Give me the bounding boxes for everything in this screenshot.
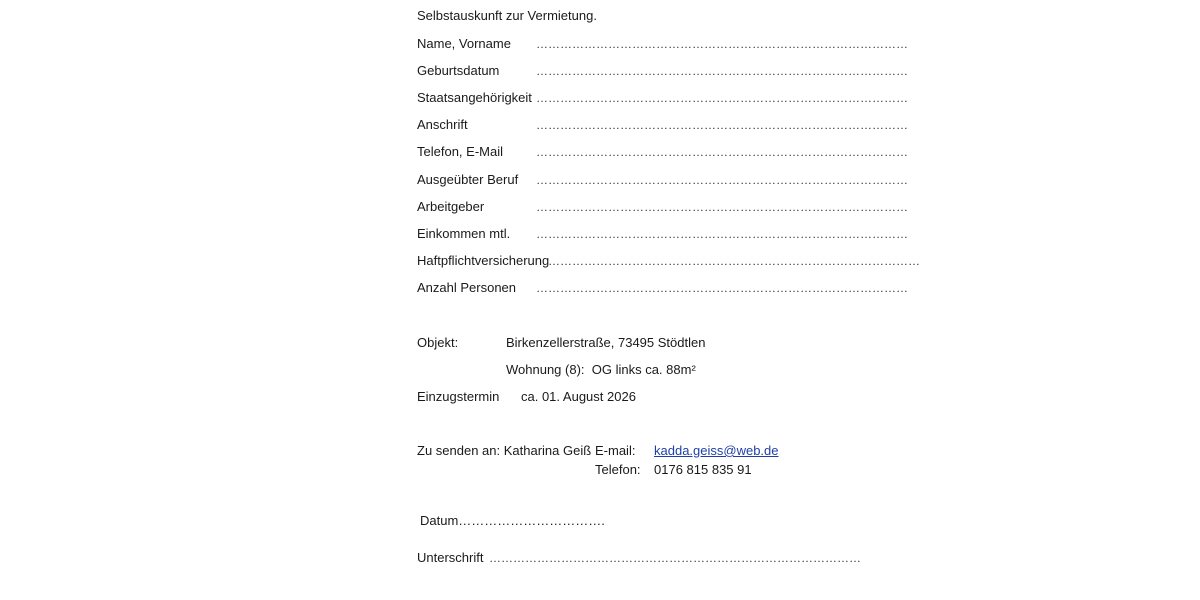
signature-label: Unterschrift [417,550,484,565]
field-line-income[interactable]: ………………………………………………………………………………… [536,227,908,241]
field-label-employer: Arbeitgeber [417,199,485,214]
field-line-nationality[interactable]: ………………………………………………………………………………… [536,91,908,105]
field-line-phone-email[interactable]: ………………………………………………………………………………… [536,145,908,159]
field-line-birthdate[interactable]: ………………………………………………………………………………… [536,64,908,78]
field-label-phone-email: Telefon, E-Mail [417,144,503,159]
field-label-name: Name, Vorname [417,36,511,51]
object-label: Objekt: [417,335,459,350]
send-to-label: Zu senden an: Katharina Geiß [417,443,592,458]
field-label-nationality: Staatsangehörigkeit [417,90,532,105]
field-line-liability-insurance[interactable]: ………………………………………………………………………………… [548,254,920,268]
email-label: E-mail: [595,443,636,458]
field-label-persons: Anzahl Personen [417,280,517,295]
field-line-occupation[interactable]: ………………………………………………………………………………… [536,173,908,187]
move-in-label: Einzugstermin [417,389,500,404]
field-line-name[interactable]: ………………………………………………………………………………… [536,37,908,51]
email-link[interactable]: kadda.geiss@web.de [654,443,779,458]
object-address: Birkenzellerstraße, 73495 Stödtlen [506,335,706,350]
field-label-address: Anschrift [417,117,468,132]
field-line-address[interactable]: ………………………………………………………………………………… [536,118,908,132]
signature-line[interactable]: ………………………………………………………………………………… [489,551,861,565]
document-title: Selbstauskunft zur Vermietung. [417,8,597,23]
field-label-liability-insurance: Haftpflichtversicherung [417,253,550,268]
phone-value: 0176 815 835 91 [654,462,752,477]
field-label-income: Einkommen mtl. [417,226,511,241]
field-label-occupation: Ausgeübter Beruf [417,172,519,187]
move-in-value: ca. 01. August 2026 [521,389,636,404]
field-label-birthdate: Geburtsdatum [417,63,500,78]
date-line[interactable]: Datum……………………………. [420,513,605,528]
field-line-persons[interactable]: ………………………………………………………………………………… [536,281,908,295]
phone-label: Telefon: [595,462,641,477]
field-line-employer[interactable]: ………………………………………………………………………………… [536,200,908,214]
object-apartment: Wohnung (8): OG links ca. 88m² [506,362,696,377]
